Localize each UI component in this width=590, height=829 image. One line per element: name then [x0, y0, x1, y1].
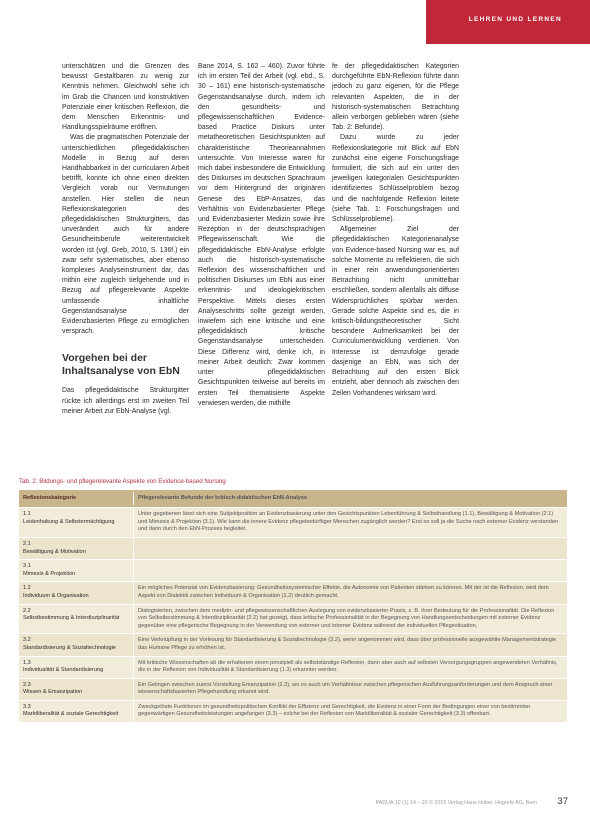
category-name: Bewältigung & Motivation — [23, 548, 86, 555]
category-cell — [19, 701, 134, 722]
category-number: 3.1 — [23, 563, 31, 570]
category-cell — [19, 634, 134, 655]
findings-cell: Eine Verknüpfung in der Vorlesung für Standardisierung & Sozialtechnologie (3.2), wenn angenommen wird, dass über professionelle ausgewählte Managementstrategie das Humane Pflege zu erhöhen ist. — [138, 637, 557, 651]
category-cell — [19, 560, 134, 581]
category-name: Individuum & Organisation — [23, 592, 89, 599]
category-number: 1.3 — [23, 659, 31, 666]
category-name: Mimesis & Projektion — [23, 570, 76, 577]
category-number: 1.1 — [23, 511, 31, 518]
category-cell — [19, 679, 134, 700]
category-cell — [19, 508, 134, 537]
table-header-category: Reflexionskategorie — [19, 492, 134, 506]
table-row — [19, 605, 567, 635]
category-number: 3.2 — [23, 637, 31, 644]
findings-cell: Mit kritische Wissenschaften ab die erhaltenen einen prinzipiell als selbstständige Reflexion, dann aber auch auf selbsten Versorgungsgruppen angewendeten Verhältnis, die in der Reflexion von Individualität & Standardisierung (1.3) erkannter werden. — [138, 659, 558, 674]
table-row — [19, 679, 567, 701]
page-number: 37 — [557, 796, 568, 807]
paragraph: Dazu wurde zu jeder Reflexionskategorie mit Blick auf EbN zunächst eine eigene Forschungsfrage formuliert, die sich auf ein unter den jeweiligen kategorialen Gesichtspunkten identifiziertes Schlüsselproblem bezog und die nachfolgende Reflexion leitete (siehe Tab. 1: Forschungsfragen und Schlüsselprobleme). — [332, 134, 459, 224]
category-number: 3.3 — [23, 703, 31, 710]
findings-cell: Zweckgelöste Funktionen im gesundheitspolitischen Konflikt der Effizienz und Gerechtigkeit, die Evidenz in einer Form der Bedingungen einer von bestimmten gegenwärtigen Gesundheitsleistungen angefangen (3.3) – solche bei der Reflexion von Marktliberalität & sozialer Gerechtigkeit (3.3) offenbart. — [138, 703, 531, 718]
category-name: Leidenhaltung & Selbstermächtigung — [23, 518, 115, 525]
table-caption: Tab. 2: Bildungs- und pflegerelevante Aspekte von Evidence-based Nursing — [19, 478, 226, 485]
category-name: Wissen & Emanzipation — [23, 689, 83, 696]
paragraph: Was die pragmatischen Potenziale der unterschiedlichen pflegedidaktischen Modelle in Bezug auf deren Handhabbarkeit in der curricularen Arbeit betrifft, konnte ich ohne einen direkten Vergleich vorab nur Vermutungen anstellen. Hier stellen die neun Reflexionskategorien des pflegedidaktischen Strukturgitters, das unverändert auch für andere Gesundheitsberufe weiterentwickelt worden ist (vgl. Greb, 2010, S. 136f.) ein zwar sehr systematisches, aber ebenso komplexes Analyseinstrument dar, das mithin eine zugleich tiefgehende und in Bezug auf pflegerelevante Aspekte umfassende inhaltliche Gegenstandsanalyse der Evidenzbasierten Pflege zu ermöglichen versprach. — [62, 134, 189, 336]
category-name: Marktliberalität & soziale Gerechtigkeit — [23, 711, 119, 718]
category-name: Standardisierung & Sozialtechnologie — [23, 644, 116, 651]
findings-cell: Ein Gelingen zwischen zuerst Vorstellung Emanzipation (2.3), wo es auch um Verhältnisse zwischen pflegerischen Ausführungsanforderungen und dem Anspruch einer wissenschaftsbasierten Pflegehandlung erkannt wird. — [138, 681, 553, 696]
section-header — [426, 0, 590, 44]
category-name: Individualität & Standardisierung — [23, 667, 104, 674]
category-cell — [19, 582, 134, 603]
table-row — [19, 582, 567, 604]
table-row — [19, 634, 567, 656]
text-column-1 — [62, 62, 189, 417]
category-number: 2.1 — [23, 540, 31, 547]
category-cell — [19, 605, 134, 634]
text-column-3 — [332, 62, 459, 399]
findings-cell: Dialogisierten, zwischen dem medizin- und pflegewissenschaftlichen Auslegung von evidenzbasierter Praxis, z. B. ihrer Bedeutung für die Professionalität. Die Reflexion von Selbstbestimmung & Interdisziplinarität (2.2) hat gezeigt, dass kritische Professionalität in der Begegnung von Handlungsentscheidungen mit externer Evidenz gegenüber eine pflegerische Begegnung in der Verwendung von externer und interner Evidenz während der individuellen Pflegesituation. — [138, 607, 555, 629]
footer-citation: PADUA 10 (1) 14 – 20 © 2015 Verlag Hans Huber, Hogrefe AG, Bern — [375, 800, 537, 806]
table-header-row — [19, 490, 567, 509]
table-row — [19, 538, 567, 560]
category-number: 2.3 — [23, 681, 31, 688]
category-name: Selbstbestimmung & Interdisziplinarität — [23, 615, 120, 622]
findings-cell — [134, 538, 567, 559]
section-heading: Vorgehen bei der Inhaltsanalyse von EbN — [62, 352, 180, 378]
paragraph: Allgemeiner Ziel der pflegedidaktischen Kategorienanalyse von Evidence-based Nursing war es, auf solche Momente zu reflektieren, die sich in einer rein anwendungsorientierten Betrachtung nicht unmittelbar erschließen, sondern allenfalls als diffuse Widersprüchliches spürbar werden. Gerade solche Aspekte sind es, die in kritisch-bildungstheoretischer Sicht besondere Aufmerksamkeit bei der Curriculumentwicklung verdienen. Von Interesse ist demzufolge gerade dasjenige an EbN, was sich der Betrachtung auf den ersten Blick entzieht, aber dennoch als zwischen den Zeilen Vorhandenes wirksam wird. — [332, 226, 459, 397]
category-cell — [19, 538, 134, 559]
paragraph: fe der pflegedidaktischen Kategorien durchgeführte EbN-Reflexion führte dann jedoch zu ganz eigenen, für die Pflege relevanten Aspekten, die in der historisch-systematischen Betrachtung allein verborgen geblieben wären (siehe Tab. 2: Befunde). — [332, 63, 459, 132]
findings-table — [19, 478, 567, 723]
category-cell — [19, 657, 134, 678]
category-number: 1.2 — [23, 585, 31, 592]
paragraph: unterschätzen und die Grenzen des bewusst Gestaltbaren zu wenig zur Kenntnis nehmen. Gleichwohl sehe ich im Grab die Chancen und konstruktiven Potenziale einer kritischen Reflexion, die dem Menschen Erkenntnis- und Handlungsspielräume eröffnen. — [62, 63, 189, 132]
table-row — [19, 657, 567, 679]
text-column-2 — [198, 62, 325, 409]
section-header-label: LEHREN UND LERNEN — [468, 16, 562, 23]
table-row — [19, 508, 567, 538]
paragraph: Das pflegedidaktische Strukturgitter rückte ich allerdings erst im zweiten Teil meiner Arbeit zur EbN-Analyse (vgl. — [62, 387, 189, 415]
table-header-findings: Pflegerelevante Befunde der kritisch-didaktischen EbN-Analyse — [138, 494, 308, 501]
findings-cell — [134, 560, 567, 581]
findings-cell: Ein mögliches Potenzial von Evidenzbasierung: Gesundheitssystemischer Effekte, die Autonomie von Patienten stärken zu können. Mit der ist die Reflexion, wird dem Aspekt von Dialektik zwischen Individuum & Organisation (1.2) deutlich gemacht. — [138, 585, 549, 599]
paragraph: Bane 2014, S. 162 – 460). Zuvor führte ich im ersten Teil der Arbeit (vgl. ebd., S. 30 – 161) eine historisch-systematische Gegenstandsanalyse durch, indem ich den gesundheits- und pflegewissenschaftlichen Evidence-based Practice Diskurs unter metatheoretischen Gesichtspunkten auf charakteristische Theorieannahmen untersuchte. Von Interesse waren für mich dabei insbesondere die Entwicklung des Diskurses im deutschen Sprachraum vor dem Hintergrund der originären Genese des EbP-Ansatzes, das Verhältnis von Evidenzbasierter Pflege und Evidenzbasierter Medizin sowie ihre Rezeption in der deutschsprachigen Pflegewissenschaft. Wie die pflegedidaktische EbN-Analyse erfolgte auch die historisch-systematische Reflexion des wissenschaftlichen und politischen Diskurses um EbN aus einer erkenntnis- und ideologiekritischen Perspektive. Mittels dieses ersten Analyseschritts sollte gezeigt werden, inwiefern sich eine kritische und eine pflegedidaktisch kritische Gegenstandsanalyse unterscheiden. Diese Differenz wird, denke ich, in meiner Arbeit deutlich: Zwar kommen unter pflegedidaktischen Gesichtspunkten teilweise auf bereits im ersten Teil thematisierte Aspekte verwiesen werden, die mithilfe — [198, 63, 325, 407]
table-row — [19, 701, 567, 723]
findings-cell: Unter gegebenen lässt sich eine Subjektposition an Evidenzbasierung unter den Gesichtspunkten Lebenführung & Selbsthandlung (1.1), Bewältigung & Motivation (2.1) und Mimesis & Projektion (3.1). Wie kann die innere Evidenz pflegebedürftiger Menschen zugänglich werden? Erst es soll ja die Suche nach externer Evidenz verstanden und dann durch den EbN-Prozess begleitet. — [138, 511, 559, 533]
table-row — [19, 560, 567, 582]
category-number: 2.2 — [23, 607, 31, 614]
table-body — [19, 508, 567, 723]
